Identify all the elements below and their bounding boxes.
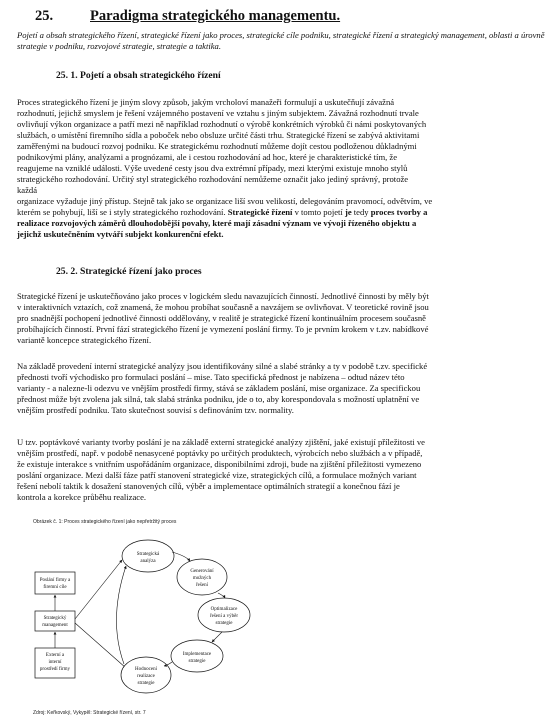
text-line: každá	[17, 185, 38, 195]
text-line: vnějším prostředí, např. v podobě nenasycené poptávky po určitých produktech, výrobcích nebo službách a v případě,	[17, 448, 423, 458]
arrow	[116, 566, 126, 664]
node-optimization-label: strategie	[215, 621, 233, 626]
bold-run: realizace rozvojových záměrů dlouhodobější povahy, které mají zásadní význam ve vývoji řízeného objektu a	[17, 218, 417, 228]
node-analysis-label: Strategická	[136, 552, 160, 557]
box-management	[35, 611, 75, 631]
text-line: přednost může být zvolena jak silná, tak slabá stránka podniku, jde o to, aby korespondovala s možností uplatnění ve	[17, 394, 420, 404]
node-generation-label: možných	[192, 576, 212, 581]
text-line: přednosti tvoří východisko pro formulaci poslání – mise. Tato specifická přednost je nabízena – odtud název této	[17, 372, 405, 382]
bold-run: proces tvorby a	[370, 207, 428, 217]
node-optimization-label: řešení a výběr	[209, 614, 239, 619]
text-line: poslání organizace. Mezi další fáze patří stanovení strategické vize, strategických cílů, a formulace možných variant	[17, 470, 417, 480]
arrow	[75, 623, 126, 668]
node-evaluation-label: strategie	[137, 681, 155, 686]
text-run: v tomto pojetí	[292, 207, 345, 217]
text-line: variantě koncepce strategického řízení.	[17, 335, 152, 345]
text-line: Strategické řízení je uskutečňováno jako proces v logickém sledu navazujících činností. Jednotlivé činnosti by měly být	[17, 291, 429, 301]
arrow	[218, 593, 225, 598]
arrow	[212, 632, 222, 642]
text-line: v interaktivních vztazích, což znamená, že mohou probíhat současně a navzájem se ovlivňovat. V teoretické rovině jsou	[17, 302, 429, 312]
figure-source: Zdroj: Keřkovský, Vykypěl: Strategické řízení, str. 7	[33, 710, 146, 716]
chapter-title: Paradigma strategického managementu.	[90, 8, 341, 24]
text-line: strategického rozhodování. Určitý styl strategického rozhodování nemůžeme označit jako jediný správný, protože	[17, 174, 409, 184]
box-mission-label: firemní cíle	[43, 585, 67, 590]
bold-run: jejichž uskutečněním vytváří subjekt konkurenční efekt.	[17, 229, 224, 239]
node-analysis-label: analýza	[140, 559, 156, 564]
bold-run: je	[344, 207, 352, 217]
section-heading-1: 25. 1. Pojetí a obsah strategického řízení	[56, 70, 221, 81]
node-generation-label: řešení	[196, 583, 208, 588]
text-run: kterém se pohybují, liší se i styly strategického rozhodování.	[17, 207, 226, 217]
text-line: ovlivňují výkon organizace a patří mezi ně například rozhodnutí o výrobě konkrétních výrobků či námi poskytovaných	[17, 119, 427, 129]
bold-run: Strategické řízení	[227, 207, 293, 217]
text-line: reagujeme na vzniklé události. Výše uvedené cesty jsou dva extrémní případy, mezi kterými existuje mnoho stylů	[17, 163, 408, 173]
text-line: varianty - a nalezne-li odezvu ve vnějším prostředí firmy, stává se základem poslání, mise organizace. Za specifickou	[17, 383, 421, 393]
box-management-label: Strategický	[43, 616, 67, 621]
arrow	[172, 552, 190, 561]
chapter-intro: Pojetí a obsah strategického řízení, strategické řízení jako proces, strategické cíle podniku, strategické řízení a strategický management, oblasti a úrovně strategie v podniku, rozvojové strategie, strategie a taktika.	[17, 30, 545, 51]
box-environment-label: interní	[48, 660, 62, 665]
text-line: U tzv. poptávkové varianty tvorby poslání je na základě externí strategické analýzy zjištění, jaké existují příležitosti ve	[17, 437, 425, 447]
node-evaluation-label: Hodnocení	[135, 667, 157, 672]
text-line: řešení nebolí taktik k dosažení stanovených cílů, výběr a implementace optimálních strategií a konečnou fází je	[17, 481, 400, 491]
text-line: zaměřenými na budoucí rozvoj podniku. Ke strategickému rozhodnutí můžeme dojít cestou podloženou důkladnými	[17, 141, 417, 151]
text-line: probíhajících činností. První fází strategického řízení je vymezení poslání firmy. To je prvním krokem v t.zv. nabídkové	[17, 324, 429, 334]
box-environment-label: Externí a	[45, 653, 65, 658]
section-heading-2: 25. 2. Strategické řízení jako proces	[56, 266, 202, 277]
text-line: že existuje interakce s vnitřním uspořádáním organizace, disponibilními zdroji, bude na zjištění příležitosti vymezeno	[17, 459, 422, 469]
node-generation-label: Generování	[190, 569, 214, 574]
arrow	[75, 560, 122, 619]
box-management-label: management	[42, 623, 68, 628]
text-line: vnějším prostředí podniku. Tato skutečnost souvisí s definováním tzv. normality.	[17, 405, 294, 415]
box-mission-label: Poslání firmy a	[39, 578, 71, 583]
box-mission	[35, 572, 75, 594]
box-environment-label: prostředí firmy	[39, 667, 71, 672]
text-line: podnikovými plány, analýzami a prognózami, ale i cestou rozhodování ad hoc, které je charakteristické tím, že	[17, 152, 398, 162]
text-line: Proces strategického řízení je jiným slovy způsob, jakým vrcholoví manažeři formulují a uskutečňují závažná	[17, 97, 395, 107]
text-line: organizace vyžaduje jiný přístup. Stejně tak jako se organizace liší svou velikostí, delegováním pravomocí, odvětvím, ve	[17, 196, 433, 206]
figure-caption: Obrázek č. 1: Proces strategického řízení jako nepřetržitý proces	[33, 519, 177, 525]
node-evaluation-label: realizace	[137, 674, 155, 679]
text-line: kontrola a korekce průběhu realizace.	[17, 492, 147, 502]
node-implementation-label: strategie	[188, 659, 206, 664]
text-line: službách, o umístění firemního sídla a poboček nebo obsluze určité části trhu. Strategické řízení se zabývá aktivitami	[17, 130, 420, 140]
node-optimization-label: Optimalizace	[210, 607, 238, 612]
text-line: rozhodnutí, jejichž smyslem je řešení vzájemného postavení ve vztahu s jiným subjektem. Závažná rozhodnutí trvale	[17, 108, 419, 118]
text-line: Na základě provedení interní strategické analýzy jsou identifikovány silné a slabé stránky a ty v podobě t.zv. specifické	[17, 361, 428, 371]
text-run: tedy	[351, 207, 371, 217]
chapter-number: 25.	[35, 8, 54, 24]
text-line: pro snadnější pochopení jednotlivé činnosti oddělovány, v realitě je strategické řízení kontinuálním procesem současně	[17, 313, 426, 323]
node-implementation-label: Implementace	[182, 652, 212, 657]
